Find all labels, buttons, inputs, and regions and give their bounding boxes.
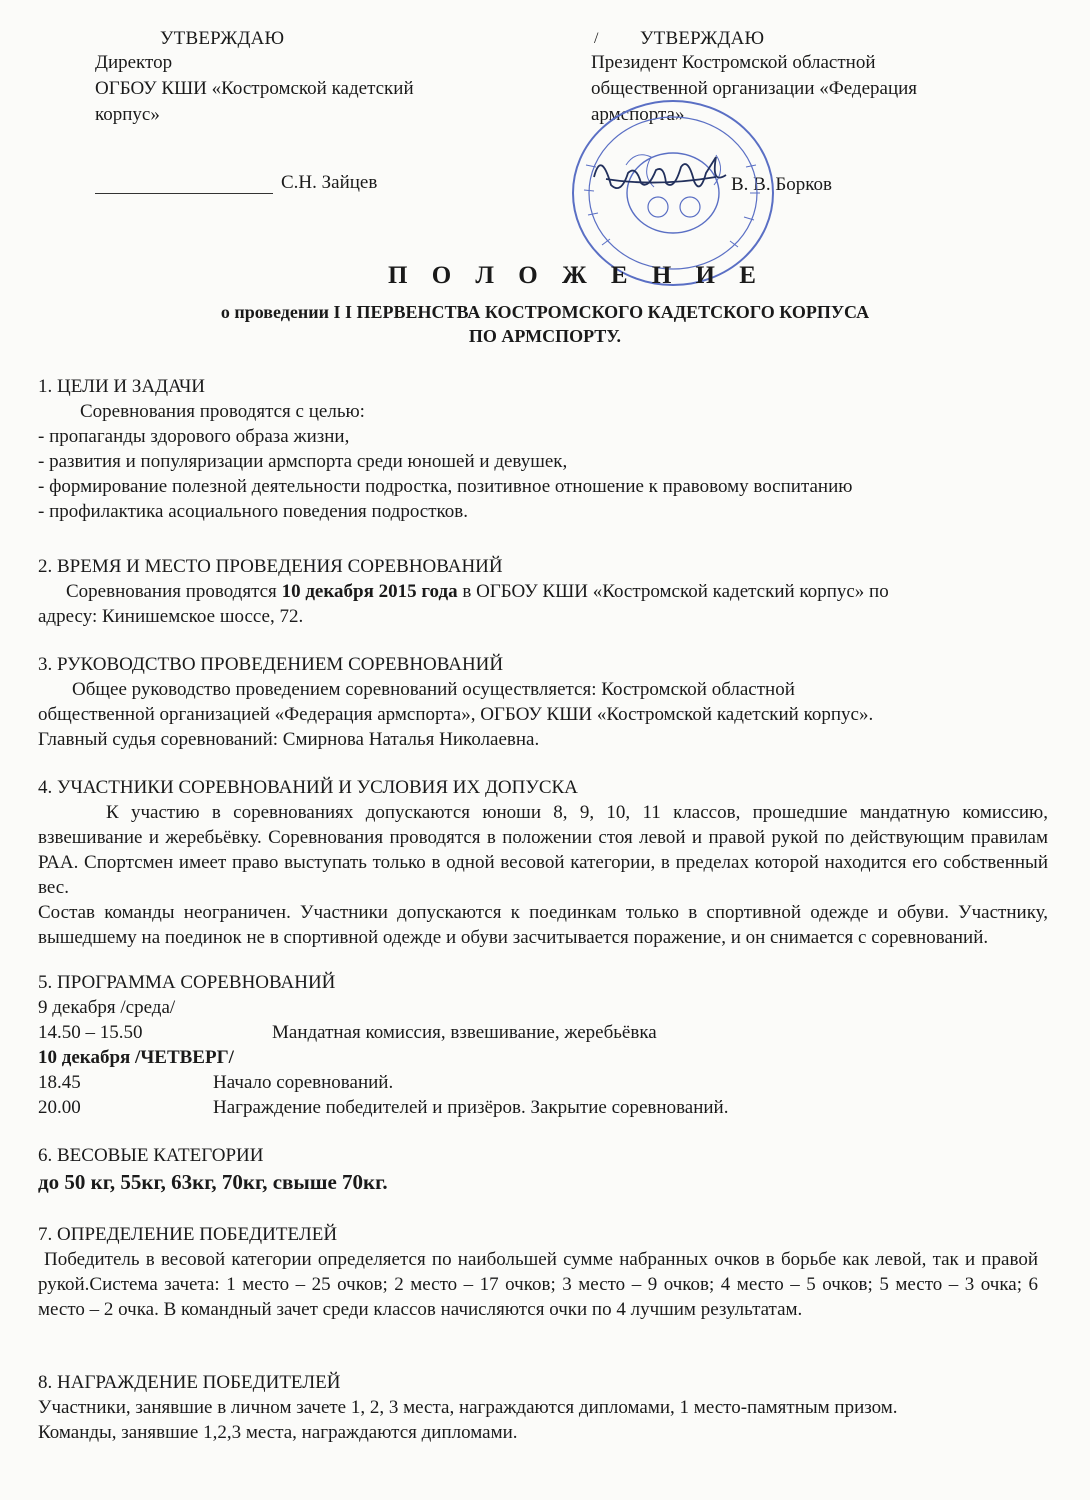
right-approval-line2: общественной организации «Федерация <box>591 78 918 99</box>
right-approval-line3: армспорта» <box>591 104 685 125</box>
left-signer-name: С.Н. Зайцев <box>281 172 378 193</box>
section-management-chief-judge: Главный судья соревнований: Смирнова Наталья Николаевна. <box>38 729 540 750</box>
section-participants-heading: 4. УЧАСТНИКИ СОРЕВНОВАНИЙ И УСЛОВИЯ ИХ ДОПУСКА <box>38 777 578 798</box>
left-approval-line1: Директор <box>95 52 173 73</box>
program-event: Награждение победителей и призёров. Закрытие соревнований. <box>213 1097 729 1118</box>
program-time: 18.45 <box>38 1072 81 1093</box>
section-time-place <box>38 554 1038 629</box>
section-management-heading: 3. РУКОВОДСТВО ПРОВЕДЕНИЕМ СОРЕВНОВАНИЙ <box>38 654 504 675</box>
section-weight-categories <box>38 1143 1038 1195</box>
document-title: П О Л О Ж Е Н И Е <box>388 262 765 289</box>
section-program <box>38 970 1038 1120</box>
section-goals-intro: Соревнования проводятся с целью: <box>80 401 365 422</box>
section-management-line2: общественной организацией «Федерация армспорта», ОГБОУ КШИ «Костромской кадетский корпус». <box>38 704 874 725</box>
section-management <box>38 652 1038 752</box>
right-approval-line1: Президент Костромской областной <box>591 52 876 73</box>
section-goals <box>38 374 1038 524</box>
program-time: 20.00 <box>38 1097 81 1118</box>
left-signature-row <box>95 172 377 194</box>
weight-categories-list: до 50 кг, 55кг, 63кг, 70кг, свыше 70кг. <box>38 1170 388 1194</box>
time-place-text-after: в ОГБОУ КШИ «Костромской кадетский корпус» по <box>457 581 889 602</box>
section-time-place-heading: 2. ВРЕМЯ И МЕСТО ПРОВЕДЕНИЯ СОРЕВНОВАНИЙ <box>38 556 503 577</box>
program-row <box>38 1020 1038 1045</box>
section-program-heading: 5. ПРОГРАММА СОРЕВНОВАНИЙ <box>38 972 336 993</box>
section-time-place-address: адресу: Кинишемское шоссе, 72. <box>38 606 304 627</box>
section-winners-para: Победитель в весовой категории определяется по наибольшей сумме набранных очков в борьбе как левой, так и правой рукой.Система зачета: 1 место – 25 очков; 2 место – 17 очков; 3 место – 9 очков; 4 место – 5 очков; 5 место – 3 очка; 6 место – 2 очка. В командный зачет среди классов начисляются очки по 4 лучшим результатам. <box>38 1249 1038 1320</box>
section-weight-heading: 6. ВЕСОВЫЕ КАТЕГОРИИ <box>38 1145 264 1166</box>
program-event: Мандатная комиссия, взвешивание, жеребьёвка <box>272 1022 657 1043</box>
section-awards-heading: 8. НАГРАЖДЕНИЕ ПОБЕДИТЕЛЕЙ <box>38 1372 341 1393</box>
section-participants-para1: К участию в соревнованиях допускаются юноши 8, 9, 10, 11 классов, прошедшие мандатную комиссию, взвешивание и жеребьёвку. Соревнования проводятся в положении стоя левой и правой рукой по действующим правилам РАА. Спортсмен имеет право выступать только в одной весовой категории, в пределах которой находится его собственный вес. <box>38 802 1048 898</box>
program-row <box>38 1070 1038 1095</box>
goal-item: - формирование полезной деятельности подростка, позитивное отношение к правовому воспитанию <box>38 476 853 497</box>
program-row <box>38 1095 1038 1120</box>
section-awards <box>38 1370 1038 1445</box>
left-approval-line3: корпус» <box>95 104 160 125</box>
section-time-place-line1 <box>38 579 1038 604</box>
goal-item: - развития и популяризации армспорта среди юношей и девушек, <box>38 451 568 472</box>
document-subtitle-line2: ПО АРМСПОРТУ. <box>468 326 622 346</box>
program-event: Начало соревнований. <box>213 1072 394 1093</box>
time-place-text-before: Соревнования проводятся <box>66 581 282 602</box>
section-awards-line2: Команды, занявшие 1,2,3 места, награждаются дипломами. <box>38 1422 518 1443</box>
goal-item: - пропаганды здорового образа жизни, <box>38 426 350 447</box>
section-winners-heading: 7. ОПРЕДЕЛЕНИЕ ПОБЕДИТЕЛЕЙ <box>38 1224 338 1245</box>
document-subtitle-line1: о проведении I I ПЕРВЕНСТВА КОСТРОМСКОГО КАДЕТСКОГО КОРПУСА <box>220 302 870 322</box>
left-signature-line <box>95 175 273 194</box>
right-approval-heading: УТВЕРЖДАЮ <box>640 28 765 49</box>
program-time: 14.50 – 15.50 <box>38 1022 143 1043</box>
signature-tick: / <box>594 30 599 47</box>
section-winners <box>38 1222 1038 1322</box>
section-participants-para2: Состав команды неограничен. Участники допускаются к поединкам только в спортивной одежде и обуви. Участнику, вышедшему на поединок не в спортивной одежде и обуви засчитывается поражение, и он снимается с соревнований. <box>38 902 1048 948</box>
program-day1: 9 декабря /среда/ <box>38 997 176 1018</box>
section-participants <box>38 775 1048 950</box>
section-management-line1: Общее руководство проведением соревнований осуществляется: Костромской областной <box>72 679 795 700</box>
section-awards-line1: Участники, занявшие в личном зачете 1, 2, 3 места, награждаются дипломами, 1 место-памятным призом. <box>38 1397 898 1418</box>
left-approval-line2: ОГБОУ КШИ «Костромской кадетский <box>95 78 414 99</box>
section-goals-heading: 1. ЦЕЛИ И ЗАДАЧИ <box>38 376 206 397</box>
right-signer-name: В. В. Борков <box>731 174 832 195</box>
goal-item: - профилактика асоциального поведения подростков. <box>38 501 469 522</box>
program-day2: 10 декабря /ЧЕТВЕРГ/ <box>38 1047 234 1068</box>
competition-date: 10 декабря 2015 года <box>281 581 458 602</box>
left-approval-heading: УТВЕРЖДАЮ <box>160 28 285 49</box>
